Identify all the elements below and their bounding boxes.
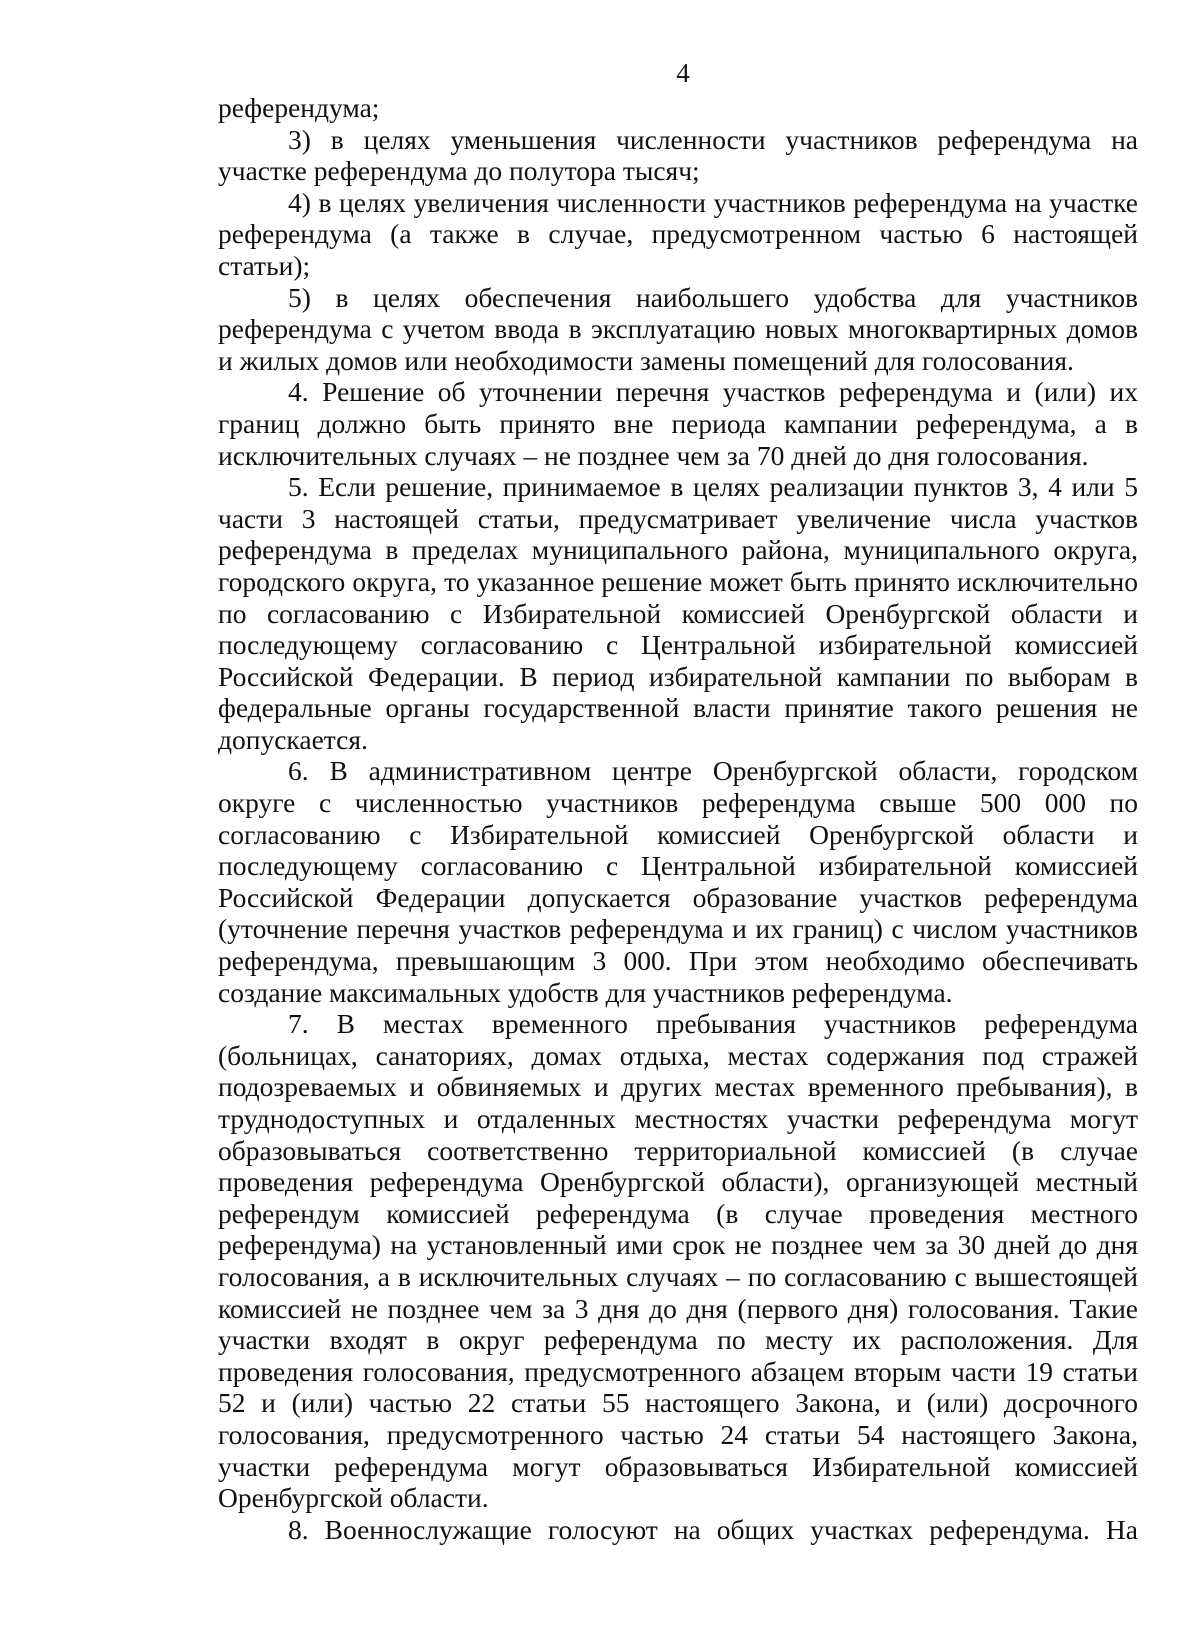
paragraph-2: 3) в целях уменьшения численности участников референдума на участке референдума до полутора тысяч; bbox=[218, 123, 1138, 187]
paragraph-1: референдума; bbox=[218, 92, 380, 123]
document-body bbox=[218, 92, 1138, 1545]
paragraph-7: 6. В административном центре Оренбургской области, городском округе с численностью участников референдума свыше 500 000 по согласованию с Избирательной комиссией Оренбургской области и последующему согласованию с Центральной избирательной комиссией Российской Федерации допускается образование участков референдума (уточнение перечня участков референдума и их границ) с числом участников референдума, превышающим 3 000. При этом необходимо обеспечивать создание максимальных удобств для участников референдума. bbox=[218, 755, 1138, 1008]
paragraph-9: 8. Военнослужащие голосуют на общих участках референдума. На bbox=[288, 1513, 1138, 1545]
paragraph-5: 4. Решение об уточнении перечня участков референдума и (или) их границ должно быть принято вне периода кампании референдума, а в исключительных случаях – не позднее чем за 70 дней до дня голосования. bbox=[218, 376, 1138, 471]
paragraph-8: 7. В местах временного пребывания участников референдума (больницах, санаториях, домах отдыха, местах содержания под стражей подозреваемых и обвиняемых и других местах временного пребывания), в труднодоступных и отдаленных местностях участки референдума могут образовываться соответственно территориальной комиссией (в случае проведения референдума Оренбургской области), организующей местный референдум комиссией референдума (в случае проведения местного референдума) на установленный ими срок не позднее чем за 30 дней до дня голосования, а в исключительных случаях – по согласованию с вышестоящей комиссией не позднее чем за 3 дня до дня (первого дня) голосования. Такие участки входят в округ референдума по месту их расположения. Для проведения голосования, предусмотренного абзацем вторым части 19 статьи 52 и (или) частью 22 статьи 55 настоящего Закона, и (или) досрочного голосования, предусмотренного частью 24 статьи 54 настоящего Закона, участки референдума могут образовываться Избирательной комиссией Оренбургской области. bbox=[218, 1008, 1138, 1514]
paragraph-6: 5. Если решение, принимаемое в целях реализации пунктов 3, 4 или 5 части 3 настоящей статьи, предусматривает увеличение числа участков референдума в пределах муниципального района, муниципального округа, городского округа, то указанное решение может быть принято исключительно по согласованию с Избирательной комиссией Оренбургской области и последующему согласованию с Центральной избирательной комиссией Российской Федерации. В период избирательной кампании по выборам в федеральные органы государственной власти принятие такого решения не допускается. bbox=[218, 471, 1138, 755]
paragraph-3: 4) в целях увеличения численности участников референдума на участке референдума (а также в случае, предусмотренном частью 6 настоящей статьи); bbox=[218, 186, 1138, 281]
paragraph-4: 5) в целях обеспечения наибольшего удобства для участников референдума с учетом ввода в эксплуатацию новых многоквартирных домов и жилых домов или необходимости замены помещений для голосования. bbox=[218, 281, 1138, 376]
page-number: 4 bbox=[676, 58, 690, 88]
